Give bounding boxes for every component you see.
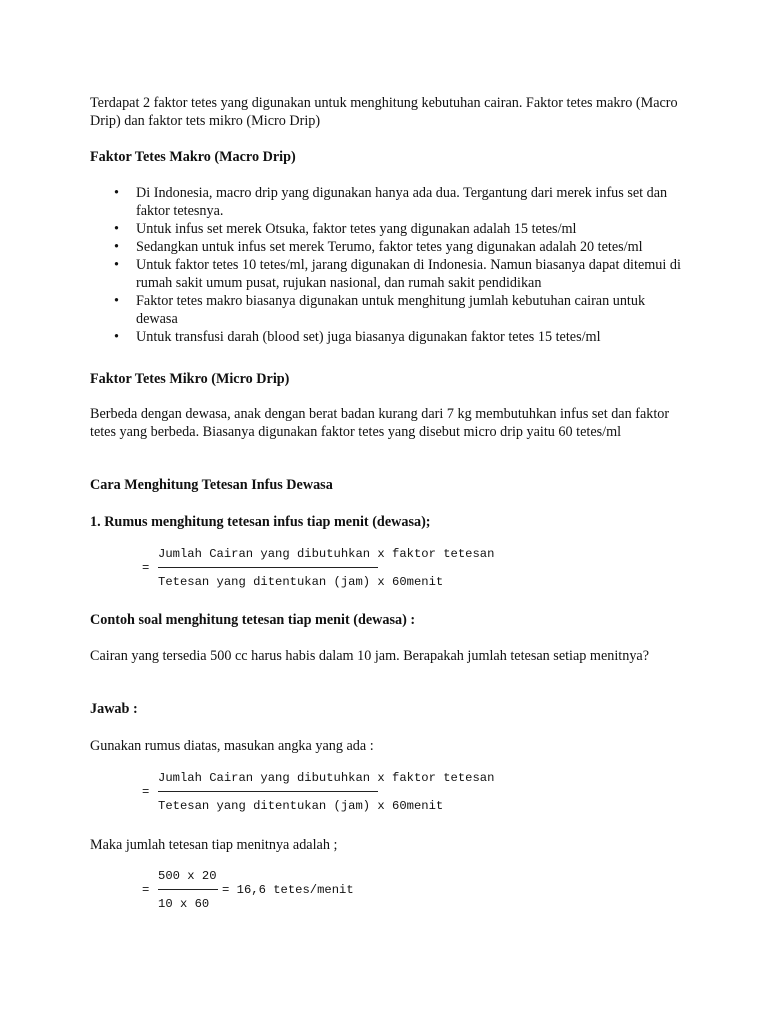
macro-list [90, 184, 690, 346]
equals-sign: = [142, 883, 150, 897]
formula-numerator: Jumlah Cairan yang dibutuhkan x faktor tetesan [158, 771, 495, 785]
formula-block-repeat [142, 771, 522, 815]
list-item: • Di Indonesia, macro drip yang digunakan hanya ada dua. Tergantung dari merek infus set dan faktor tetesnya. [90, 184, 690, 220]
contoh-heading: Contoh soal menghitung tetesan tiap menit (dewasa) : [90, 612, 416, 628]
fraction-bar [158, 791, 378, 792]
gunakan-paragraph: Gunakan rumus diatas, masukan angka yang ada : [90, 738, 374, 754]
fraction-bar [158, 889, 218, 890]
maka-paragraph: Maka jumlah tetesan tiap menitnya adalah ; [90, 837, 338, 853]
equals-sign: = [142, 785, 150, 799]
list-item: • Faktor tetes makro biasanya digunakan untuk menghitung jumlah kebutuhan cairan untuk dewasa [90, 292, 690, 328]
list-item: • Sedangkan untuk infus set merek Terumo, faktor tetes yang digunakan adalah 20 tetes/ml [90, 238, 690, 256]
intro-paragraph: Terdapat 2 faktor tetes yang digunakan untuk menghitung kebutuhan cairan. Faktor tetes makro (Macro Drip) dan faktor tets mikro (Micro Drip) [90, 95, 678, 129]
rumus-heading: 1. Rumus menghitung tetesan infus tiap menit (dewasa); [90, 514, 431, 530]
formula-numerator: Jumlah Cairan yang dibutuhkan x faktor tetesan [158, 547, 495, 561]
list-item: • Untuk transfusi darah (blood set) juga biasanya digunakan faktor tetes 15 tetes/ml [90, 328, 690, 346]
result-denominator: 10 x 60 [158, 897, 210, 911]
result-numerator: 500 x 20 [158, 869, 217, 883]
formula-block [142, 547, 522, 591]
fraction-bar [158, 567, 378, 568]
macro-heading: Faktor Tetes Makro (Macro Drip) [90, 149, 296, 165]
result-formula [142, 869, 522, 913]
formula-denominator: Tetesan yang ditentukan (jam) x 60menit [158, 575, 444, 589]
list-item: • Untuk infus set merek Otsuka, faktor tetes yang digunakan adalah 15 tetes/ml [90, 220, 690, 238]
jawab-heading: Jawab : [90, 701, 138, 717]
cara-heading: Cara Menghitung Tetesan Infus Dewasa [90, 477, 333, 493]
formula-denominator: Tetesan yang ditentukan (jam) x 60menit [158, 799, 444, 813]
micro-heading: Faktor Tetes Mikro (Micro Drip) [90, 371, 290, 387]
list-item: • Untuk faktor tetes 10 tetes/ml, jarang digunakan di Indonesia. Namun biasanya dapat ditemui di rumah sakit umum pusat, rujukan nasional, dan rumah sakit pendidikan [90, 256, 690, 292]
contoh-paragraph: Cairan yang tersedia 500 cc harus habis dalam 10 jam. Berapakah jumlah tetesan setiap menitnya? [90, 648, 650, 664]
equals-sign: = [142, 561, 150, 575]
result-value: = 16,6 tetes/menit [222, 883, 354, 897]
micro-paragraph: Berbeda dengan dewasa, anak dengan berat badan kurang dari 7 kg membutuhkan infus set dan faktor tetes yang berbeda. Biasanya digunakan faktor tetes yang disebut micro drip yaitu 60 tetes/ml [90, 406, 670, 440]
